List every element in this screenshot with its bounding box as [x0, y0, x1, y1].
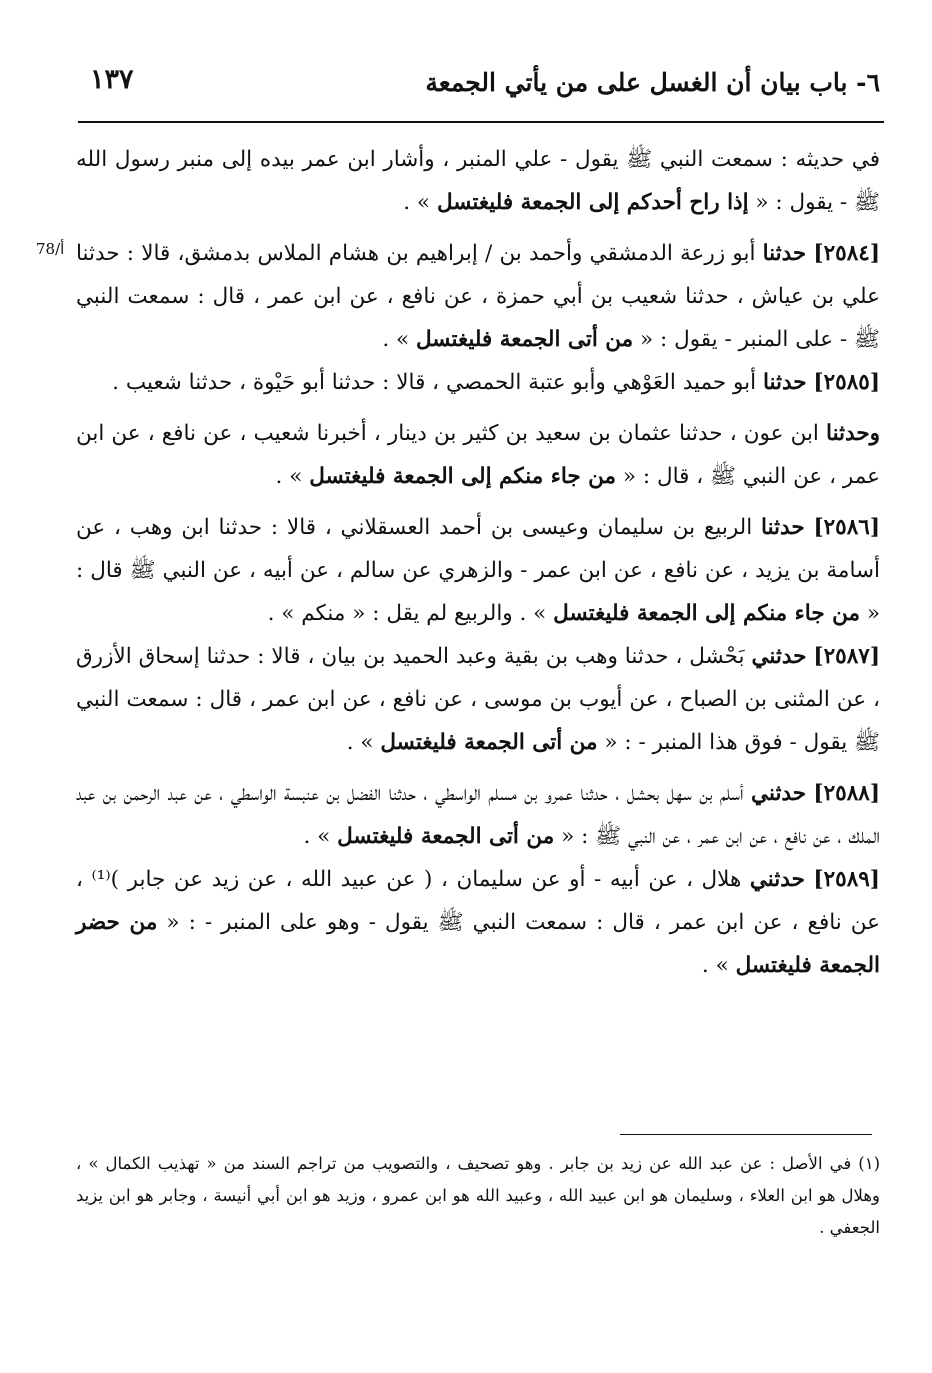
hadith-quote: من أتى الجمعة فليغتسل: [416, 327, 634, 352]
paragraph-tail: » .: [382, 327, 417, 352]
paragraph-tail: » .: [303, 824, 338, 849]
hadith-quote: إذا راح أحدكم إلى الجمعة فليغتسل: [436, 190, 749, 215]
paragraph-continuation: [76, 138, 880, 224]
hadith-2584: [76, 232, 880, 361]
paragraph-text: هلال ، عن أبيه - أو عن سليمان ، ( عن عبيد الله ، عن زيد عن جابر )⁽¹⁾ ، عن نافع ، عن ابن عمر ، قال : سمعت النبي ﷺ يقول - وهو على المنبر - : «: [76, 867, 881, 935]
hadith-number: [٢٥٨٥]: [813, 370, 880, 395]
paragraph-tail: » . والربيع لم يقل : « منكم » .: [267, 601, 554, 626]
paragraph-text: ابن عون ، حدثنا عثمان بن سعيد بن كثير بن دينار ، أخبرنا شعيب ، عن نافع ، عن ابن عمر ، عن النبي ﷺ ، قال : «: [76, 421, 880, 489]
hadith-number: [٢٥٨٨]: [813, 781, 880, 806]
isnad-lead: وحدثنا: [826, 421, 880, 446]
isnad-lead: حدثني: [751, 781, 806, 806]
footnote-1: (١) في الأصل : عن عبد الله عن زيد بن جابر . وهو تصحيف ، والتصويب من تراجم السند من « تهذيب الكمال » ، وهلال هو ابن العلاء ، وسليمان هو ابن عبيد الله ، وعبيد الله هو ابن عمرو ، وزيد هو ابن أبي أنيسة ، وجابر هو ابن يزيد الجعفي .: [76, 1154, 880, 1237]
running-header: [90, 60, 880, 112]
isnad-lead: حدثنا: [762, 241, 807, 266]
header-rule: [78, 121, 884, 123]
hadith-2585: [76, 361, 880, 404]
footnote-separator: [620, 1134, 872, 1135]
paragraph-text: في حديثه : سمعت النبي ﷺ يقول - علي المنبر ، وأشار ابن عمر بيده إلى منبر رسول الله ﷺ - يقول : «: [76, 147, 880, 215]
hadith-2589: [76, 858, 880, 987]
hadith-quote: من أتى الجمعة فليغتسل: [337, 824, 555, 849]
paragraph-tail: » .: [701, 953, 736, 978]
paragraph-text: الربيع بن سليمان وعيسى بن أحمد العسقلاني ، قالا : حدثنا ابن وهب ، عن أسامة بن يزيد ، عن نافع ، عن ابن عمر - والزهري عن سالم ، عن أبيه ، عن النبي ﷺ قال : «: [76, 515, 880, 626]
hadith-quote: من أتى الجمعة فليغتسل: [380, 730, 598, 755]
chapter-title: ٦- باب بيان أن الغسل على من يأتي الجمعة: [425, 68, 880, 97]
isnad-lead: حدثنا: [761, 515, 805, 540]
hadith-number: [٢٥٨٦]: [813, 515, 881, 540]
hadith-2587: [76, 635, 880, 764]
paragraph-tail: » .: [403, 190, 437, 215]
paragraph-text: بَحْشل ، حدثنا وهب بن بقية وعبد الحميد بن بيان ، قالا : حدثنا إسحاق الأزرق ، عن المثنى بن الصباح ، عن أيوب بن موسى ، عن نافع ، عن ابن عمر ، قال : سمعت النبي ﷺ يقول - فوق هذا المنبر - : «: [76, 644, 880, 755]
hadith-number: [٢٥٨٤]: [813, 241, 880, 266]
manuscript-folio-ref: 78/أ: [36, 240, 65, 258]
hadith-quote: من حضر الجمعة فليغتسل: [76, 910, 880, 978]
main-text: [76, 138, 880, 987]
isnad-lead: حدثني: [751, 644, 807, 669]
hadith-2588: [76, 772, 880, 858]
paragraph-text: أسلم بن سهل بحشل ، حدثنا عمرو بن مسلم الواسطي ، حدثنا الفضل بن عنبسة الواسطي ، عن عبد الرحمن بن عبد الملك ، عن نافع ، عن ابن عمر ، عن النبي ﷺ : «: [76, 781, 880, 849]
hadith-number: [٢٥٨٩]: [813, 867, 880, 892]
page-number: ١٣٧: [90, 64, 134, 95]
hadith-2585-second-chain: [76, 412, 880, 498]
hadith-quote: من جاء منكم إلى الجمعة فليغتسل: [309, 464, 617, 489]
hadith-number: [٢٥٨٧]: [813, 644, 880, 669]
isnad-lead: حدثني: [749, 867, 805, 892]
paragraph-text: أبو زرعة الدمشقي وأحمد بن / إبراهيم بن هشام الملاس بدمشق، قالا : حدثنا علي بن عياش ، حدثنا شعيب بن أبي حمزة ، عن نافع ، عن ابن عمر ، قال : سمعت النبي ﷺ - على المنبر - يقول : «: [76, 241, 880, 352]
paragraph-text: أبو حميد العَوْهي وأبو عتبة الحمصي ، قالا : حدثنا أبو حَيْوة ، حدثنا شعيب .: [112, 370, 763, 395]
paragraph-tail: » .: [346, 730, 381, 755]
paragraph-tail: » .: [275, 464, 310, 489]
isnad-lead: حدثنا: [762, 370, 807, 395]
footnotes: [76, 1148, 880, 1244]
hadith-quote: من جاء منكم إلى الجمعة فليغتسل: [553, 601, 860, 626]
hadith-2586: [76, 506, 880, 635]
